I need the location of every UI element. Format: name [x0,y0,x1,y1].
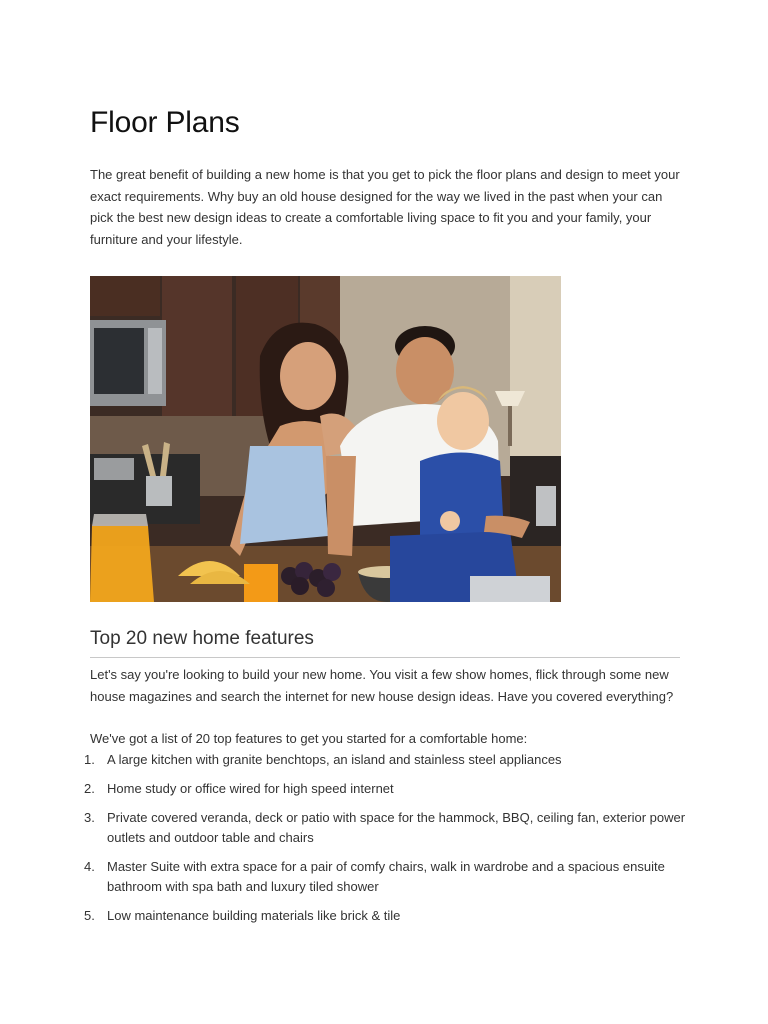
list-item-number: 3. [84,810,95,825]
features-lead-line: We've got a list of 20 top features to get you started for a comfortable home: [90,731,528,746]
list-item-text: Home study or office wired for high speed internet [107,781,394,796]
list-item [84,906,686,926]
photo-illustration [90,276,561,602]
list-item [84,808,686,848]
page-title: Floor Plans [90,106,240,139]
list-item-text: Master Suite with extra space for a pair of comfy chairs, walk in wardrobe and a spacious ensuite bathroom with spa bath and luxury tiled shower [107,859,665,894]
features-heading: Top 20 new home features [90,628,314,649]
heading-divider [90,657,680,658]
list-item-text: Private covered veranda, deck or patio with space for the hammock, BBQ, ceiling fan, exterior power outlets and outdoor table and chairs [107,810,686,845]
family-kitchen-photo [90,276,561,602]
list-item [84,779,686,799]
list-item-text: Low maintenance building materials like brick & tile [107,908,401,923]
list-item-number: 5. [84,908,95,923]
list-item-number: 4. [84,859,95,874]
list-item-number: 2. [84,781,95,796]
intro-paragraph: The great benefit of building a new home is that you get to pick the floor plans and design to meet your exact requirements. Why buy an old house designed for the way we lived in the past when your can pick the best new design ideas to create a comfortable living space to fit you and your family, your furniture and your lifestyle. [90,167,680,247]
list-item [84,750,686,770]
list-item [84,857,686,897]
features-lead-paragraph: Let's say you're looking to build your new home. You visit a few show homes, flick through some new house magazines and search the internet for new house design ideas. Have you covered everything? [90,667,674,704]
list-item-text: A large kitchen with granite benchtops, an island and stainless steel appliances [107,752,562,767]
features-list [84,750,686,935]
list-item-number: 1. [84,752,95,767]
